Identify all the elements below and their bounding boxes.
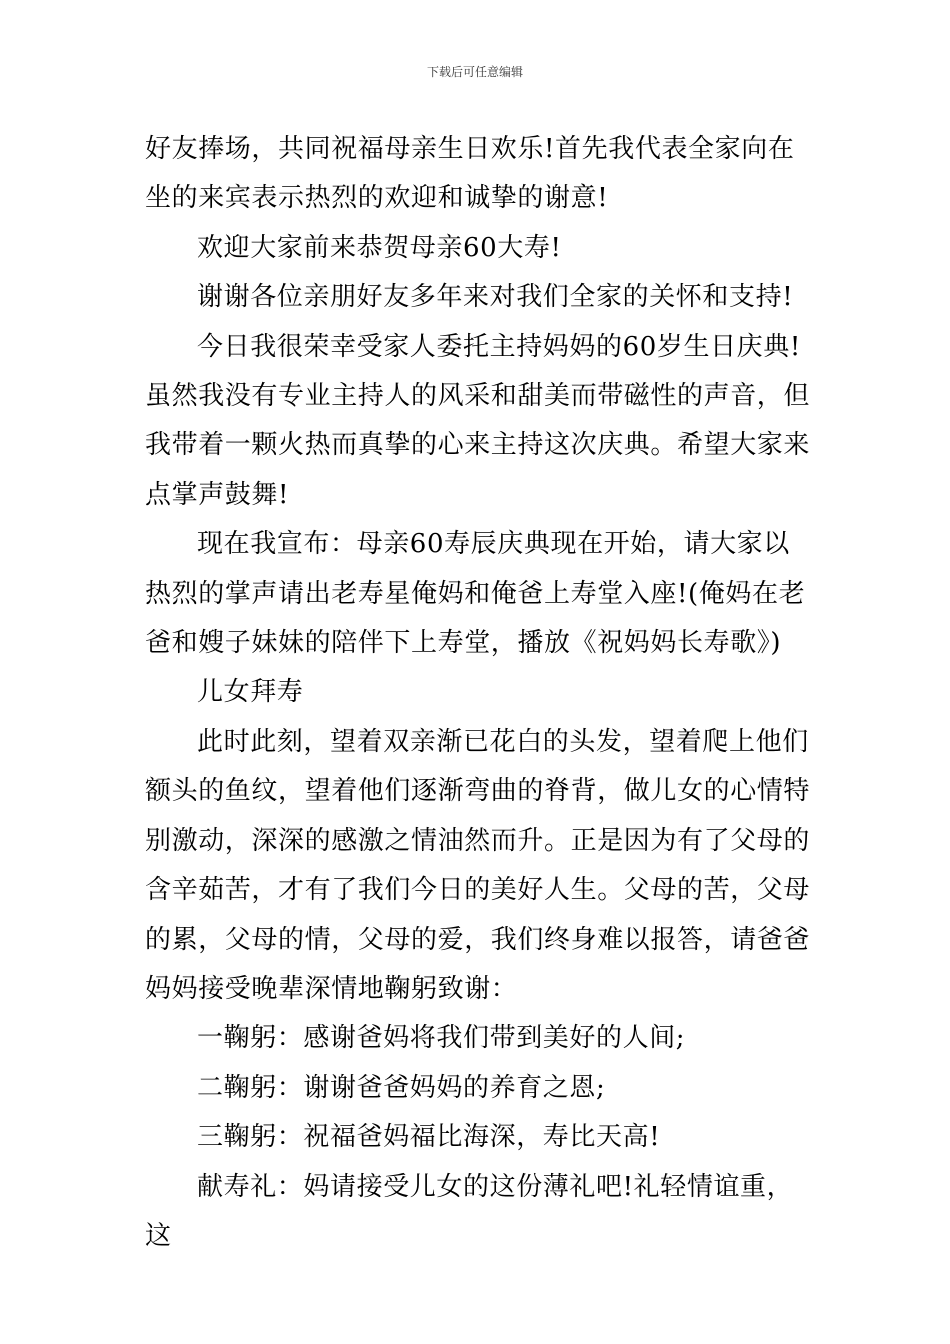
paragraph: 献寿礼：妈请接受儿女的这份薄礼吧!礼轻情谊重，这	[145, 1171, 794, 1251]
paragraph: 今日我很荣幸受家人委托主持妈妈的60岁生日庆典!虽然我没有专业主持人的风采和甜美而带磁性的声音，但我带着一颗火热而真挚的心来主持这次庆典。希望大家来点掌声鼓舞!	[145, 331, 811, 510]
paragraph: 谢谢各位亲朋好友多年来对我们全家的关怀和支持!	[197, 282, 794, 313]
paragraph: 好友捧场，共同祝福母亲生日欢乐!首先我代表全家向在坐的来宾表示热烈的欢迎和诚挚的谢意!	[145, 134, 795, 214]
paragraph: 二鞠躬：谢谢爸爸妈妈的养育之恩;	[197, 1072, 606, 1103]
paragraph: 一鞠躬：感谢爸妈将我们带到美好的人间;	[197, 1023, 686, 1054]
document-body	[145, 125, 815, 1261]
paragraph: 欢迎大家前来恭贺母亲60大寿!	[197, 232, 562, 263]
paragraph: 现在我宣布：母亲60寿辰庆典现在开始，请大家以热烈的掌声请出老寿星俺妈和俺爸上寿堂入座!(俺妈在老爸和嫂子妹妹的陪伴下上寿堂，播放《祝妈妈长寿歌》)	[145, 529, 806, 659]
paragraph: 此时此刻，望着双亲渐已花白的头发，望着爬上他们额头的鱼纹，望着他们逐渐弯曲的脊背，做儿女的心情特别激动，深深的感激之情油然而升。正是因为有了父母的含辛茹苦，才有了我们今日的美好人生。父母的苦，父母的累，父母的情，父母的爱，我们终身难以报答，请爸爸妈妈接受晚辈深情地鞠躬致谢：	[145, 726, 811, 1004]
header-note: 下载后可任意编辑	[426, 65, 523, 79]
paragraph: 三鞠躬：祝福爸妈福比海深，寿比天高!	[197, 1122, 661, 1153]
section-heading: 儿女拜寿	[197, 677, 304, 708]
